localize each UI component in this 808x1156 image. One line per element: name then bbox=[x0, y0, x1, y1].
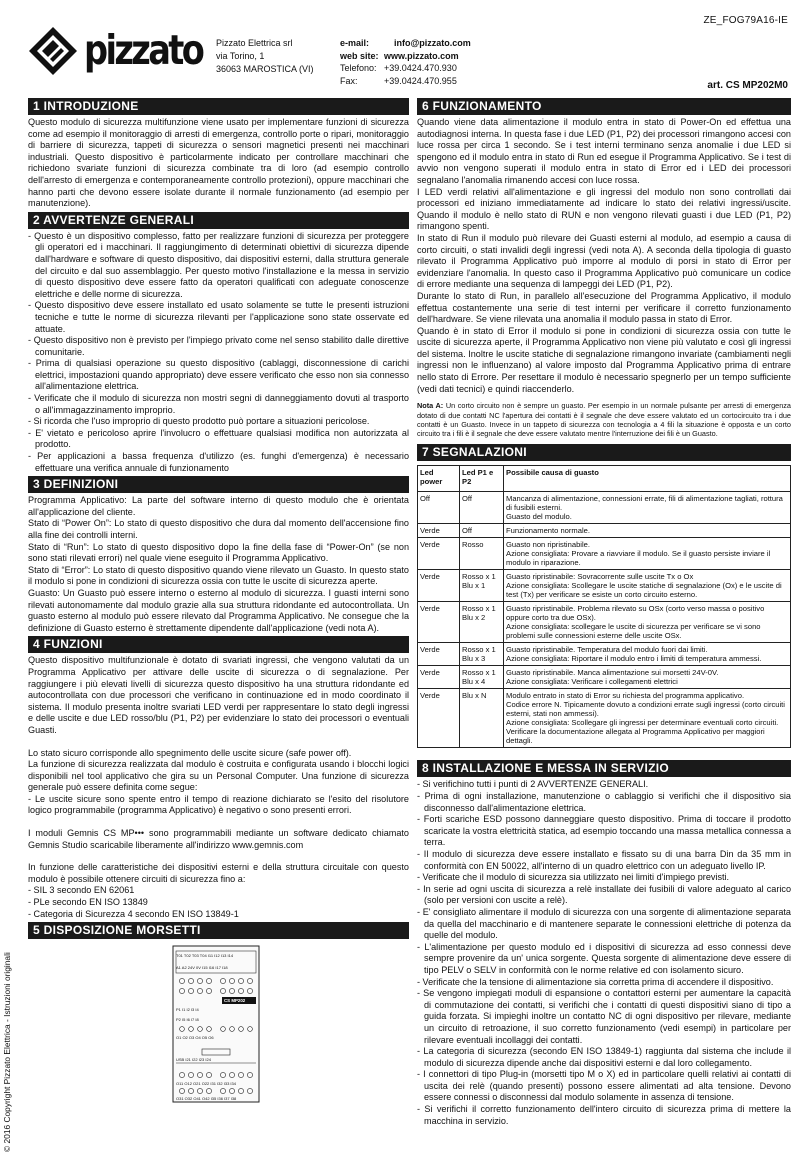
list-item: - Forti scariche ESD possono danneggiare questo dispositivo. Prima di toccare il prodotto scaricate la vostra elettricità statica, ad esempio toccando una massa metallica connessa a terra. bbox=[417, 814, 791, 848]
list-item: - Prima di qualsiasi operazione su questo dispositivo (cablaggi, disconnessione di carichi elettrici, impostazioni quando appropriato) deve essere verificato che esso non sia connesso all'alimentazione elettrica. bbox=[28, 358, 409, 392]
column-header: Possibile causa di guasto bbox=[504, 466, 791, 492]
website-link[interactable]: www.pizzato.com bbox=[384, 50, 459, 61]
list-item: - Verificate che la tensione di alimentazione sia corretta prima di accendere il dispositivo. bbox=[417, 976, 774, 987]
terminal-row-top: T01 T02 T03 T04 I11 I12 I13 I14 bbox=[176, 953, 234, 959]
table-cell: Rosso x 1 Blu x 4 bbox=[460, 666, 504, 689]
company-city: 36063 MAROSTICA (VI) bbox=[216, 64, 314, 74]
functions-paragraph: Lo stato sicuro corrisponde allo spegnimento delle uscite sicure (safe power off). bbox=[28, 747, 352, 758]
table-row bbox=[418, 538, 791, 570]
pizzato-logo bbox=[28, 26, 208, 76]
signals-table bbox=[417, 465, 791, 748]
list-item: - E' consigliato alimentare il modulo di sicurezza con una sorgente di alimentazione separata da quella del macchinario e di mantenere separate le connessioni elettriche di potenza da quelle del modulo. bbox=[417, 906, 791, 941]
terminal-row-mid: P1 I1 I2 I3 I4 bbox=[176, 1007, 199, 1013]
list-item: - I connettori di tipo Plug-in (morsetti tipo M o X) ed in particolare quelli relativi ai contatti di uscita dei relè (quando presenti) possono essere alimentati ad alta tensione. Devono essere connessi o disconnessi dal modulo solamente in assenza di tensione. bbox=[417, 1069, 791, 1103]
list-item: - Si verifichino tutti i punti di 2 AVVERTENZE GENERALI. bbox=[417, 779, 649, 790]
section-1-text: Questo modulo di sicurezza multifunzione viene usato per implementare funzioni di sicurezza come ad esempio il monitoraggio di arresti di emergenza, controllo porte o ripari, monitoraggio di barriere di sicurezza, tappeti di sicurezza o sensori magnetici presenti nei macchinari industriali. Questo dispositivo è particolarmente indicato per controllare macchinari che richiedono svariate funzioni di sicurezza combinate tra di loro (ad esempio controllo dell'arresto di emergenza e contemporaneamente controllo protezioni), oppure macchinari che hanno parti che devono essere isolate durante il normale funzionamento (ad esempio per manutenzione). bbox=[28, 117, 409, 209]
list-item: - Questo dispositivo non è previsto per l'impiego privato come nel senso stabilito dalle direttive comunitarie. bbox=[28, 335, 409, 357]
table-cell: Rosso x 1 Blu x 2 bbox=[460, 602, 504, 643]
list-item: - Questo è un dispositivo complesso, fatto per realizzare funzioni di sicurezza per proteggere gli operatori ed i macchinari. Il raggiungimento di determinati obiettivi di sicurezza dipende dall'hardware e software di questo dispositivo, dai dispositivi esterni, dalla struttura generale del circuito e dal suo assemblaggio. Per questo motivo l'installazione e la messa in servizio di questo dispositivo deve essere fatto da operatori qualificati con adeguate conoscenze elettriche e delle norme di sicurezza. bbox=[28, 230, 409, 299]
table-row bbox=[418, 570, 791, 602]
list-item: - L'alimentazione per questo modulo ed i dispositivi di sicurezza ad esso connessi deve sempre provenire da un' unica sorgente. Questa sorgente di alimentazione deve essere di tipo PELV o SELV in conformità con le norme relative ed con isolamento sicuro. bbox=[417, 941, 791, 975]
column-header: Led power bbox=[418, 466, 460, 492]
section-4-title: 4 FUNZIONI bbox=[28, 636, 409, 653]
table-cell: Off bbox=[418, 492, 460, 524]
pizzato-logo-icon bbox=[28, 26, 78, 76]
table-row bbox=[418, 492, 791, 524]
table-cell: Guasto ripristinabile. Manca alimentazione sui morsetti 24V-0V. Azione consigliata: Verificare i collegamenti elettrici bbox=[504, 666, 791, 689]
operation-paragraph: In stato di Run il modulo può rilevare dei Guasti esterni al modulo, ad esempio a causa di corto circuiti, o stati invalidi degli ingressi (vedi nota A). A seconda della tipologia di guasto rilevato il Programma Applicativo può imporre al modulo di porsi in stato di Error per evidenziare l'anomalia. In questo caso il Programma Applicativo può comunicare un codice di errore mediante una sequenza di lampeggi dei LED (P1, P2). bbox=[417, 232, 791, 290]
terminal-row-bottom: O31 O32 O41 O42 I35 I36 I37 I38 bbox=[176, 1096, 237, 1102]
functions-paragraph: Questo dispositivo multifunzionale è dotato di svariati ingressi, che vengono valutati da un Programma Applicativo per attivare delle uscite di sicurezza o di segnalazione. Per raggiungere i più elevati livelli di sicurezza questo dispositivo ha una struttura ridondante ed autocontrollata con due processori che verificano in continuazione ed in modo coordinato il sistema. Il modulo presenta inoltre svariati LED verdi per rappresentare lo stato degli ingressi e delle uscite e due LED rosso/blu (P1, P2) per evidenziare lo stato dei processori o eventuali Guasti. bbox=[28, 655, 409, 735]
table-cell: Rosso bbox=[460, 538, 504, 570]
table-row bbox=[418, 524, 791, 538]
list-item: - Si verifichi il corretto funzionamento dell'intero circuito di sicurezza prima di mettere la macchina in servizio. bbox=[417, 1104, 791, 1126]
section-7-title: 7 SEGNALAZIONI bbox=[417, 444, 791, 461]
installation-list bbox=[417, 779, 791, 1127]
document-code: ZE_FOG79A16-IE bbox=[703, 15, 788, 26]
list-item: - E' vietato e pericoloso aprire l'involucro o effettuare qualsiasi modifica non autorizzata al prodotto. bbox=[28, 427, 409, 450]
section-2-title: 2 AVVERTENZE GENERALI bbox=[28, 212, 409, 229]
table-cell: Guasto ripristinabile. Problema rilevato su OSx (corto verso massa o positivo oppure corto tra due OSx). Azione consigliata: scollegare le uscite di sicurezza per verificare se vi sono problemi sulle connessioni esterne delle uscite OSx. bbox=[504, 602, 791, 643]
list-item: - Prima di ogni installazione, manutenzione o cablaggio si verifichi che il dispositivo sia disconnesso dall'alimentazione elettrica. bbox=[417, 791, 791, 813]
section-6-title: 6 FUNZIONAMENTO bbox=[417, 98, 791, 115]
table-body bbox=[418, 492, 791, 748]
left-column bbox=[28, 96, 409, 1103]
list-item: - Verificate che il modulo di sicurezza non mostri segni di danneggiamento dovuti al trasporto o all'immagazzinamento improprio. bbox=[28, 393, 409, 415]
contact-email: e-mail: info@pizzato.com bbox=[340, 38, 471, 48]
list-item: - Si ricorda che l'uso improprio di questo prodotto può portare a situazioni pericolose. bbox=[28, 416, 370, 427]
table-cell: Verde bbox=[418, 643, 460, 666]
table-row bbox=[418, 689, 791, 748]
operation-paragraph: Quando è in stato di Error il modulo si pone in condizioni di sicurezza ossia con tutte le uscite di sicurezza aperte, il Programma Applicativo non viene più valutato e così gli ingressi del sistema. Inoltre le uscite statiche di segnalazione rimangono invariate (cambiamenti negli ingressi non le influenzano) al valore imposto dal Programma Applicativo prima di entrare nello stato di Errore. Per resettare il modulo è necessario spegnerlo per un tempo sufficiente (vedi dati tecnici) e quindi riaccenderlo. bbox=[417, 325, 791, 394]
terminal-row-top: A1 A2 24V 0V I15 I16 I17 I18 bbox=[176, 965, 228, 971]
terminal-row-mid: O1 O2 O3 O4 O5 O6 bbox=[176, 1035, 214, 1041]
section-2-list bbox=[28, 231, 409, 474]
table-cell: Guasto ripristinabile. Temperatura del modulo fuori dai limiti. Azione consigliata: Riportare il modulo entro i limiti di temperatura ammessi. bbox=[504, 643, 791, 666]
list-item: - In serie ad ogni uscita di sicurezza a relè installate dei fusibili di valore adeguato al carico (solo per versioni con uscite a relè). bbox=[417, 883, 791, 906]
company-street: via Torino, 1 bbox=[216, 51, 265, 61]
list-item: - Questo dispositivo deve essere installato ed usato solamente se tutte le presenti istruzioni tecniche e tutte le norme di sicurezza rilevanti per l'applicazione sono state osservate ed attuate. bbox=[28, 300, 409, 334]
section-3-title: 3 DEFINIZIONI bbox=[28, 476, 409, 493]
contact-fax: Fax: +39.0424.470.955 bbox=[340, 75, 457, 86]
table-cell: Verde bbox=[418, 570, 460, 602]
table-cell: Verde bbox=[418, 602, 460, 643]
operation-paragraph: I LED verdi relativi all'alimentazione e gli ingressi del modulo non sono controllati dai processori ed iniziano immediatamente ad indicare lo stato dei relativi ingressi/uscite. Quando il modulo è nello stato di RUN e non vengono rilevati guasti i due LED (P1, P2) rimangono spenti. bbox=[417, 186, 791, 232]
table-cell: Verde bbox=[418, 524, 460, 538]
terminal-diagram bbox=[172, 945, 260, 1103]
list-item: - Il modulo di sicurezza deve essere installato e fissato su di una barra Din da 35 mm in conformità con EN 50022, all'interno di un quadro elettrico con un adeguato livello IP. bbox=[417, 849, 791, 871]
table-cell: Blu x N bbox=[460, 689, 504, 748]
right-column bbox=[417, 96, 791, 1127]
terminal-row-mid: P2 I5 I6 I7 I8 bbox=[176, 1017, 199, 1023]
definition-error: Stato di “Error”: Lo stato di questo dispositivo quando viene rilevato un Guasto. In questo stato il modulo si pone in condizioni di sicurezza ossia con tutte le uscite di sicurezza aperte. bbox=[28, 564, 409, 587]
table-cell: Off bbox=[460, 492, 504, 524]
operation-paragraph: Quando viene data alimentazione il modulo entra in stato di Power-On ed effettua una autodiagnosi interna. In questa fase i due LED (P1, P2) dei processori rimangono accesi con luce rossa per circa 1 secondo. Se i test interni terminano senza anomalie i due LED si spengono ed il modulo entra in stato di Run ed esegue il Programma Applicativo. Se i test di avvio non vengono superati il modulo entra in stato di Error ed i LED dei processori segnalano l'anomalia rimanendo accesi con luce rossa. bbox=[417, 117, 791, 185]
table-cell: Guasto non ripristinabile. Azione consigliata: Provare a riavviare il modulo. Se il guasto persiste inviare il modulo in riparazione. bbox=[504, 538, 791, 570]
list-item: - Per applicazioni a bassa frequenza d'utilizzo (es. funghi d'emergenza) è necessario effettuare una verifica annuale di funzionamento bbox=[28, 451, 409, 473]
section-8-title: 8 INSTALLAZIONE E MESSA IN SERVIZIO bbox=[417, 760, 791, 777]
table-cell: Funzionamento normale. bbox=[504, 524, 791, 538]
column-header: Led P1 e P2 bbox=[460, 466, 504, 492]
functions-paragraph: I moduli Gemnis CS MP••• sono programmabili mediante un software dedicato chiamato Gemnis Studio scaricabile liberamente all'indirizzo www.gemnis.com bbox=[28, 828, 409, 850]
functions-paragraph: - Le uscite sicure sono spente entro il tempo di reazione dichiarato se l'esito del risolutore logico programmabile (programma Applicativo) è negativo o sono presenti errori. bbox=[28, 793, 409, 816]
definition-run: Stato di “Run”: Lo stato di questo dispositivo dopo la fine della fase di “Power-On” (se non sono stati rilevati errori) nel quale viene eseguito il Programma Applicativo. bbox=[28, 541, 409, 564]
table-cell: Guasto ripristinabile: Sovracorrente sulle uscite Tx o Ox Azione consigliata: Scollegare le uscite statiche di segnalazione (Ox) e le uscite di test (Tx) per verificare se esiste un corto circuito esterno. bbox=[504, 570, 791, 602]
table-row bbox=[418, 602, 791, 643]
copyright-text: © 2016 Copyright Pizzato Elettrica - Istruzioni originali bbox=[2, 952, 12, 1152]
list-item: - La categoria di sicurezza (secondo EN ISO 13849-1) raggiunta dal sistema che include il modulo di sicurezza dipende anche dai dispositivi esterni e dal loro collegamento. bbox=[417, 1046, 791, 1068]
module-label: CS MP202 bbox=[224, 998, 246, 1004]
table-cell: Verde bbox=[418, 538, 460, 570]
safety-level-item: - Categoria di Sicurezza 4 secondo EN ISO 13849-1 bbox=[28, 908, 239, 919]
article-code: art. CS MP202M0 bbox=[707, 80, 788, 91]
table-cell: Verde bbox=[418, 666, 460, 689]
definition-fault: Guasto: Un Guasto può essere interno o esterno al modulo di sicurezza. I guasti interni sono rilevati autonomamente dal modulo grazie alla sua struttura ridondante ed autocontrollata. Un guasto esterno al modulo può essere rilevato dal Programma Applicativo. Ne consegue che la definizione di Guasto esterno è strettamente dipendente dall'applicazione (vedi nota A). bbox=[28, 587, 409, 633]
safety-level-item: - PLe secondo EN ISO 13849 bbox=[28, 897, 148, 908]
contact-phone: Telefono: +39.0424.470.930 bbox=[340, 63, 457, 73]
company-name: Pizzato Elettrica srl bbox=[216, 38, 293, 48]
brand-name: pizzato bbox=[84, 26, 203, 74]
company-address bbox=[216, 37, 314, 76]
functions-paragraph: In funzione delle caratteristiche dei dispositivi esterni e della struttura circuitale con questo modulo è possibile ottenere circuiti di sicurezza fino a: bbox=[28, 862, 409, 884]
email-link[interactable]: info@pizzato.com bbox=[394, 38, 471, 48]
section-1-title: 1 INTRODUZIONE bbox=[28, 98, 409, 115]
section-5-title: 5 DISPOSIZIONE MORSETTI bbox=[28, 922, 409, 939]
copyright-sidebar bbox=[2, 852, 14, 1152]
definition-application-program: Programma Applicativo: La parte del software interno di questo modulo che è orientata all'applicazione del cliente. bbox=[28, 495, 409, 517]
definition-power-on: Stato di “Power On”: Lo stato di questo dispositivo che dura dal momento dell'accensione fino alla fine dei controlli interni. bbox=[28, 518, 409, 540]
table-cell: Off bbox=[460, 524, 504, 538]
functions-paragraph: La funzione di sicurezza realizzata dal modulo è costruita e configurata usando i blocchi logici disponibili nel tool applicativo che gira su un Personal Computer. Una funzione di sicurezza generale può essere definita come segue: bbox=[28, 759, 409, 793]
table-cell: Rosso x 1 Blu x 3 bbox=[460, 643, 504, 666]
table-header bbox=[418, 466, 791, 492]
list-item: - Verificate che il modulo di sicurezza sia utilizzato nei limiti d'impiego previsti. bbox=[417, 872, 730, 883]
contact-web: web site: www.pizzato.com bbox=[340, 50, 459, 61]
list-item: - Se vengono impiegati moduli di espansione o contattori esterni per aumentare la capacità di commutazione dei contatti, si verifichi che i contatti di questi dispositivi siano di tipo a guida forzata. Si impieghi inoltre un contatto NC di ogni dispositivo per rilevare, mediante un circuito di retroazione, il suo corretto funzionamento (vedi esempi) in particolare per rilevare eventuali incollaggi dei contatti. bbox=[417, 988, 791, 1045]
note-a: Nota A: Un corto circuito non è sempre un guasto. Per esempio in un normale pulsante per arresti di emergenza dotato di due contatti NC l'apertura dei contatti è il segnale che deve essere valutato ed un cortocircuito tra i due contatti è un Guasto. Invece in un tappeto di sicurezza con tecnologia a 4 fili la situazione è opposta e un corto circuito tra i fili è il segnale che deve essere valutato mentre l'interruzione dei fili è un Guasto. bbox=[417, 401, 791, 439]
table-row bbox=[418, 666, 791, 689]
table-cell: Mancanza di alimentazione, connessioni errate, fili di alimentazione tagliati, rottura di fusibili esterni. Guasto del modulo. bbox=[504, 492, 791, 524]
safety-level-item: - SIL 3 secondo EN 62061 bbox=[28, 885, 135, 896]
terminal-row-bottom: O11 O12 O21 O22 I31 I32 I33 I34 bbox=[176, 1081, 236, 1087]
operation-paragraph: Durante lo stato di Run, in parallelo all'esecuzione del Programma Applicativo, il modulo effettua costantemente una serie di test interni per verificare il corretto funzionamento dell'hardware. Se viene rilevata una anomalia il modulo passa in stato di Error. bbox=[417, 290, 791, 325]
table-row bbox=[418, 643, 791, 666]
table-cell: Rosso x 1 Blu x 1 bbox=[460, 570, 504, 602]
contact-block bbox=[340, 37, 471, 87]
table-cell: Modulo entrato in stato di Error su richiesta del programma applicativo. Codice errore N. Tipicamente dovuto a condizioni errate sugli ingressi (corto circuiti esterni, stati non ammessi). Azione consigliata: Scollegare gli ingressi per determinare eventuali corto circuiti. Verificare la documentazione allegata al Programma Applicativo per maggiori dettagli. bbox=[504, 689, 791, 748]
table-cell: Verde bbox=[418, 689, 460, 748]
terminal-row-mid: USB I21 I22 I23 I24 bbox=[176, 1057, 211, 1063]
